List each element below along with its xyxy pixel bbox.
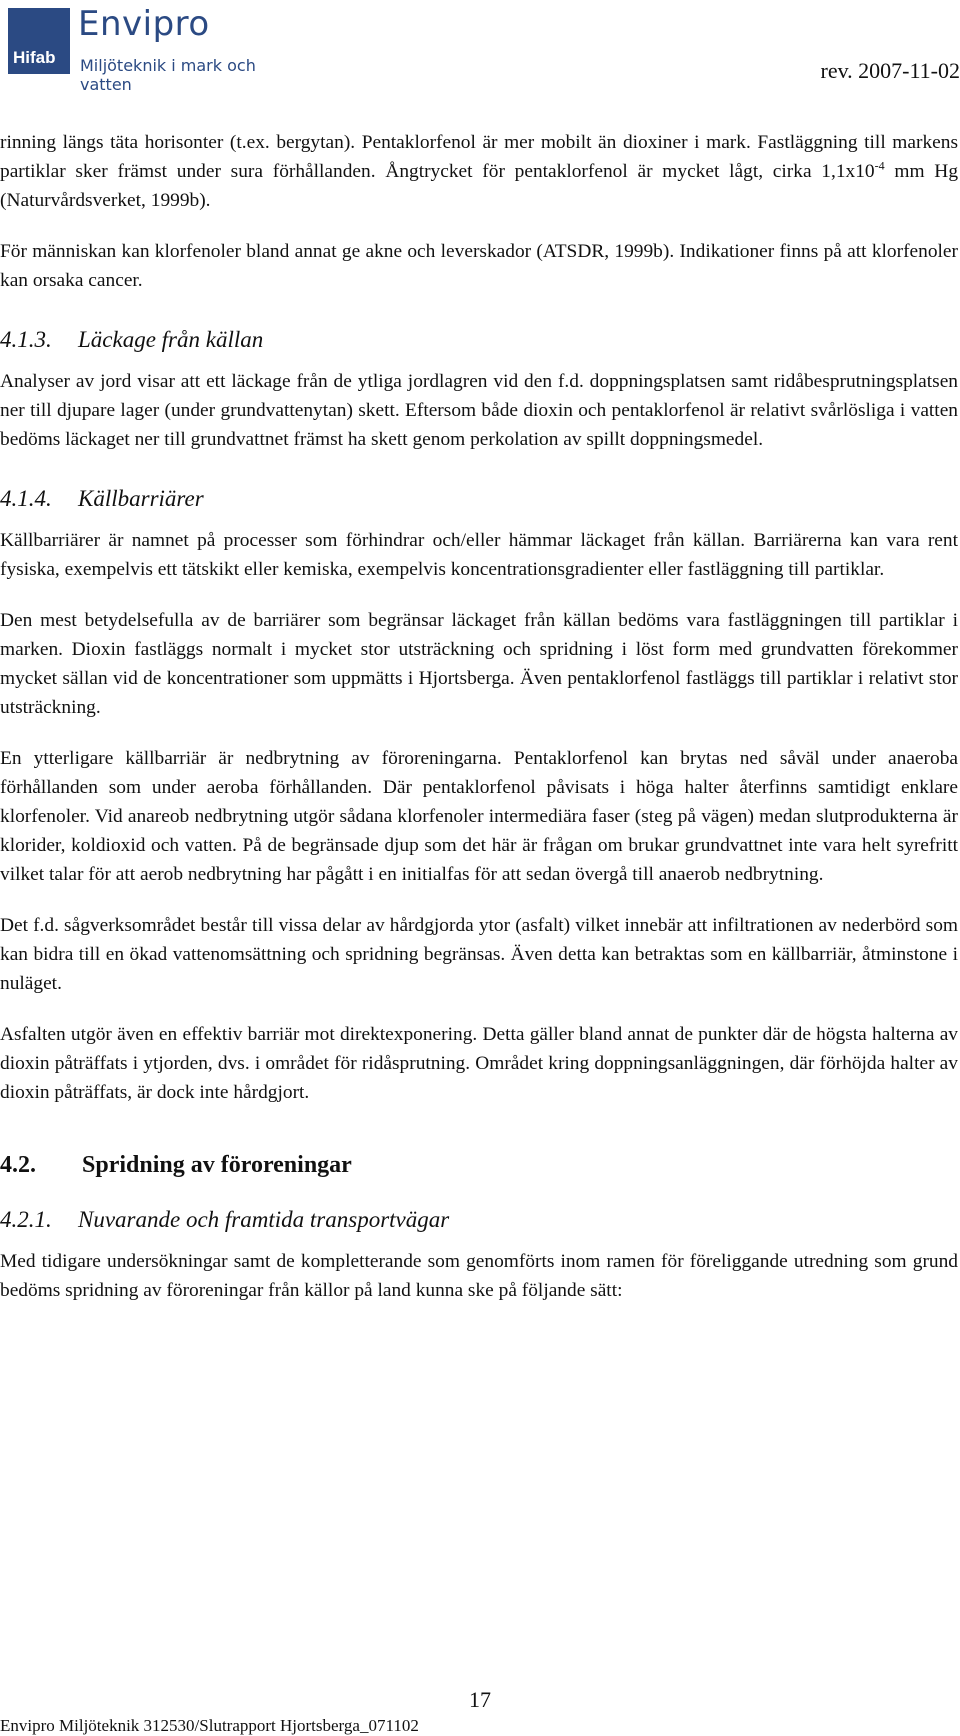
paragraph: Asfalten utgör även en effektiv barriär mot direktexponering. Detta gäller bland annat de punkter där de högsta halterna av dioxin påträffats i ytjorden, dvs. i området för ridåsprutning. Området kring doppningsanläggningen, där förhöjda halter av dioxin påträffats, är dock inte hårdgjort.: [0, 1024, 958, 1103]
paragraph: Det f.d. sågverksområdet består till vissa delar av hårdgjorda ytor (asfalt) vilket innebär att infiltrationen av nederbörd som kan bidra till en ökad vattenomsättning och spridning begränsas. Även detta kan betraktas som en källbarriär, åtminstone i nuläget.: [0, 915, 958, 994]
hifab-logo-mark: [8, 8, 70, 74]
paragraph: Med tidigare undersökningar samt de kompletterande som genomförts inom ramen för föreliggande utredning som grund bedöms spridning av föroreningar från källor på land kunna ske på följande sätt:: [0, 1251, 958, 1301]
section-heading-4-2-1: [0, 1205, 958, 1235]
page-number: 17: [469, 1687, 491, 1712]
logo-brand: Envipro: [78, 4, 210, 44]
envipro-logo: [2, 2, 302, 94]
superscript-exponent: -4: [874, 158, 885, 173]
hifab-logo-text: Hifab: [13, 48, 56, 67]
section-number: 4.2.1.: [0, 1207, 52, 1232]
document-body: [0, 128, 958, 1327]
paragraph: Analyser av jord visar att ett läckage från de ytliga jordlagren vid den f.d. doppningsplatsen samt ridåbesprutningsplatsen ner till djupare lager (under grundvattenytan) skett. Eftersom både dioxin och pentaklorfenol är relativt svårlösliga i vatten bedöms läckaget ner till grundvattnet främst ha skett genom perkolation av spillt doppningsmedel.: [0, 371, 958, 450]
section-heading-4-2: [0, 1149, 958, 1181]
paragraph: Den mest betydelsefulla av de barriärer som begränsar läckaget från källan bedöms vara fastläggningen till partiklar i marken. Dioxin fastläggs normalt i mycket stor utsträckning och spridning i löst form med grundvatten förekommer mycket sällan vid de koncentrationer som uppmätts i Hjortsberga. Även pentaklorfenol fastläggs till partiklar i relativt stor utsträckning.: [0, 610, 958, 718]
paragraph: Källbarriärer är namnet på processer som förhindrar och/eller hämmar läckaget från källan. Barriärerna kan vara rent fysiska, exempelvis ett tätskikt eller kemiska, exempelvis koncentrationsgradienter eller fastläggning till partiklar.: [0, 530, 958, 580]
section-heading-4-1-3: [0, 325, 958, 355]
logo-tagline: Miljöteknik i mark och vatten: [80, 56, 256, 94]
section-title: Läckage från källan: [78, 327, 264, 352]
revision-date: rev. 2007-11-02: [820, 58, 960, 83]
section-number: 4.1.4.: [0, 486, 52, 511]
section-title: Källbarriärer: [78, 486, 204, 511]
page-header: [0, 0, 960, 95]
section-title: Spridning av föroreningar: [82, 1152, 352, 1178]
paragraph: För människan kan klorfenoler bland annat ge akne och leverskador (ATSDR, 1999b). Indikationer finns på att klorfenoler kan orsaka cancer.: [0, 241, 958, 291]
paragraph: En ytterligare källbarriär är nedbrytning av föroreningarna. Pentaklorfenol kan brytas ned såväl under anaeroba förhållanden som under aeroba förhållanden. Där pentaklorfenol påvisats i höga halter återfinns samtidigt enklare klorfenoler. Vid anareob nedbrytning utgör sådana klorfenoler intermediära faser (steg på vägen) medan slutprodukterna är klorider, koldioxid och vatten. På de begränsade djup som det här är frågan om brukar grundvattnet inte vara helt syrefritt vilket talar för att aerob nedbrytning har pågått i en initialfas för att sedan övergå till anaerob nedbrytning.: [0, 748, 958, 885]
section-number: 4.2.: [0, 1152, 36, 1178]
footer-document-id: Envipro Miljöteknik 312530/Slutrapport Hjortsberga_071102: [0, 1716, 419, 1735]
paragraph: rinning längs täta horisonter (t.ex. bergytan). Pentaklorfenol är mer mobilt än dioxiner i mark. Fastläggning till markens partiklar sker främst under sura förhållanden. Ångtrycket för pentaklorfenol är mycket lågt, cirka $1,1x10^{-4}$ mm Hg (Naturvårdsverket, 1999b).: [0, 132, 959, 211]
section-title: Nuvarande och framtida transportvägar: [78, 1207, 450, 1232]
section-number: 4.1.3.: [0, 327, 52, 352]
section-heading-4-1-4: [0, 484, 958, 514]
